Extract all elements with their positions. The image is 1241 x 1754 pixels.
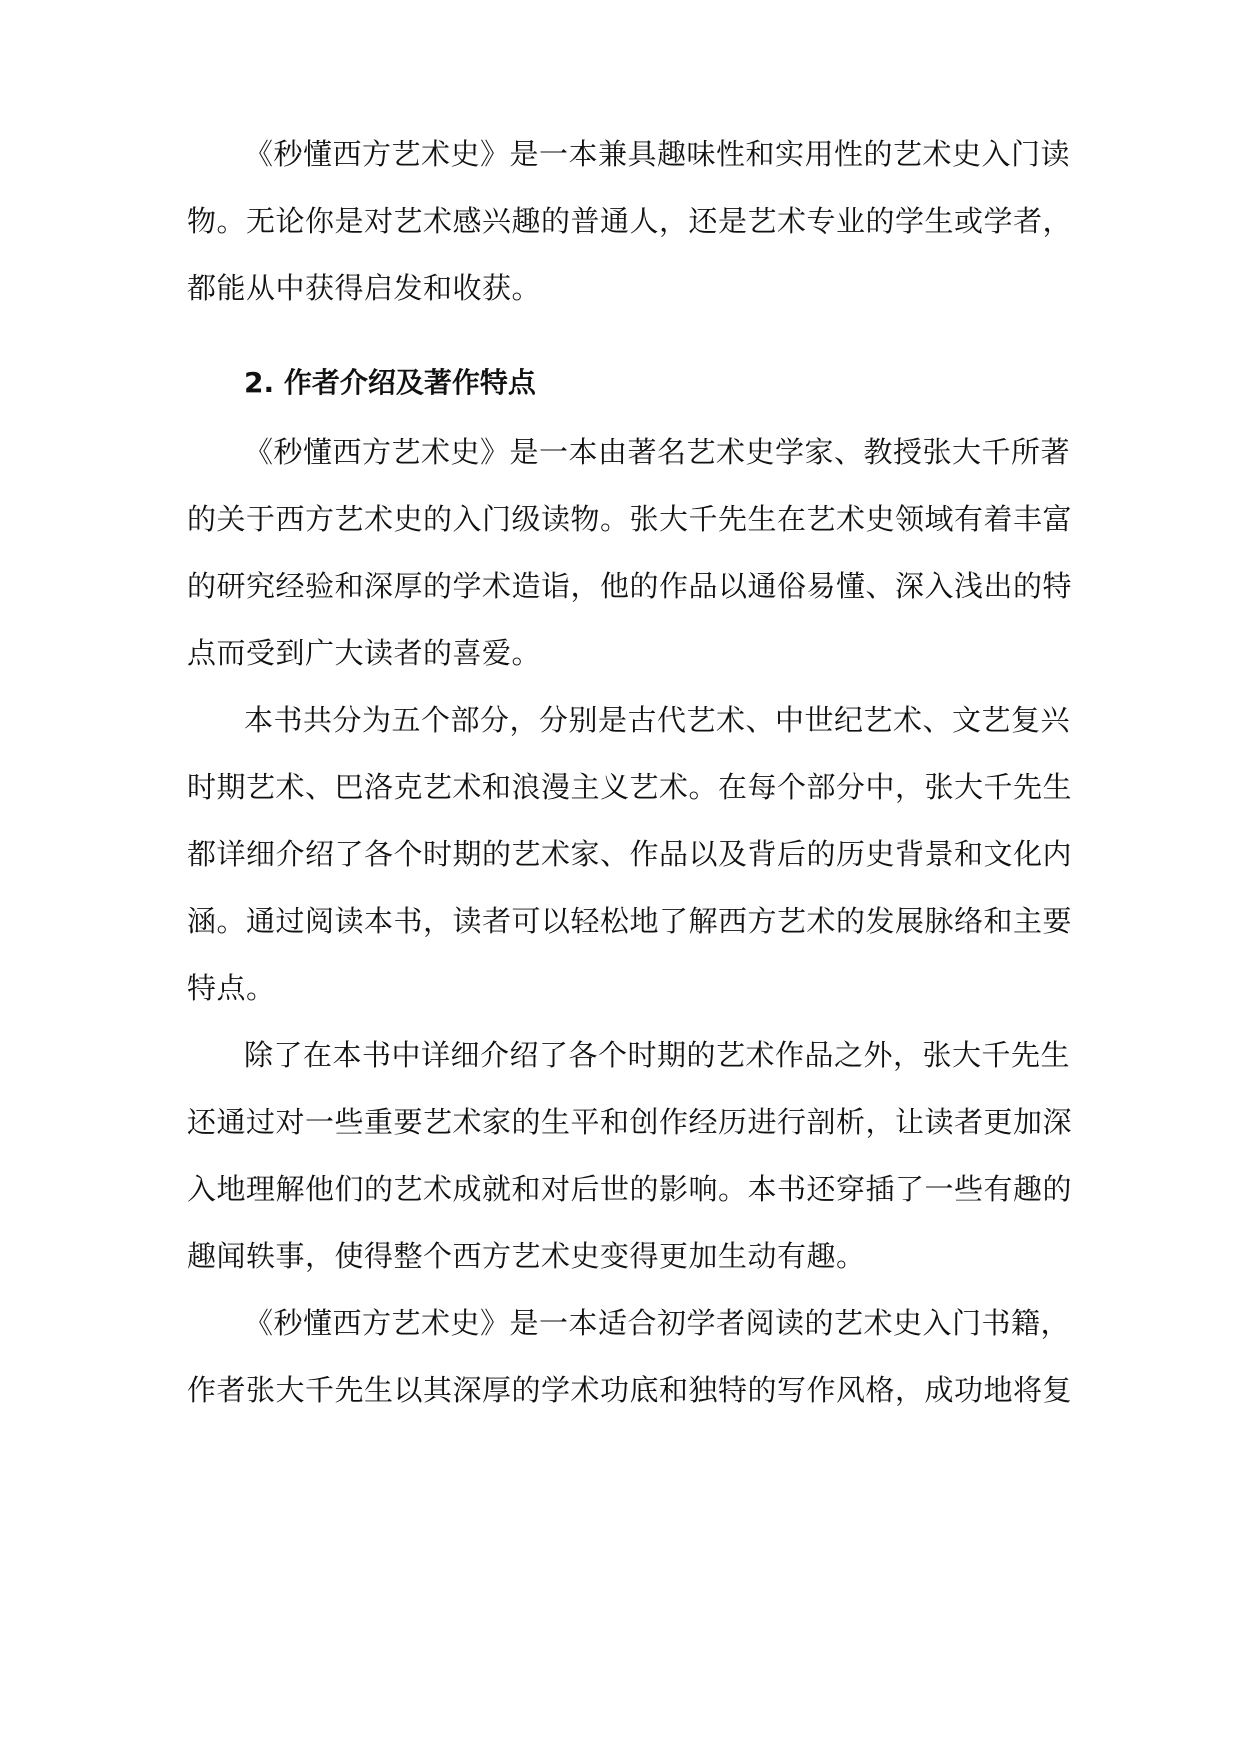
text-line: 《秒懂西方艺术史》是一本兼具趣味性和实用性的艺术史入门读 [244,137,1071,171]
text-line: 特点。 [187,971,276,1005]
text-line: 的研究经验和深厚的学术造诣，他的作品以通俗易懂、深入浅出的特 [187,569,1073,603]
text-line: 《秒懂西方艺术史》是一本由著名艺术史学家、教授张大千所著 [244,435,1071,469]
text-line: 作者张大千先生以其深厚的学术功底和独特的写作风格，成功地将复 [187,1373,1073,1407]
section-heading: 2. 作者介绍及著作特点 [244,366,536,399]
text-line: 时期艺术、巴洛克艺术和浪漫主义艺术。在每个部分中，张大千先生 [187,770,1073,804]
text-line: 入地理解他们的艺术成就和对后世的影响。本书还穿插了一些有趣的 [187,1172,1073,1206]
text-line: 物。无论你是对艺术感兴趣的普通人，还是艺术专业的学生或学者， [187,204,1073,238]
text-line: 本书共分为五个部分，分别是古代艺术、中世纪艺术、文艺复兴 [244,703,1071,737]
text-line: 《秒懂西方艺术史》是一本适合初学者阅读的艺术史入门书籍， [244,1306,1071,1340]
text-line: 还通过对一些重要艺术家的生平和创作经历进行剖析，让读者更加深 [187,1105,1073,1139]
text-line: 都能从中获得启发和收获。 [187,271,542,305]
text-line: 除了在本书中详细介绍了各个时期的艺术作品之外，张大千先生 [244,1038,1071,1072]
text-line: 涵。通过阅读本书，读者可以轻松地了解西方艺术的发展脉络和主要 [187,904,1073,938]
text-line: 都详细介绍了各个时期的艺术家、作品以及背后的历史背景和文化内 [187,837,1073,871]
text-line: 点而受到广大读者的喜爱。 [187,636,542,670]
text-line: 趣闻轶事，使得整个西方艺术史变得更加生动有趣。 [187,1239,866,1273]
text-line: 的关于西方艺术史的入门级读物。张大千先生在艺术史领域有着丰富 [187,502,1073,536]
